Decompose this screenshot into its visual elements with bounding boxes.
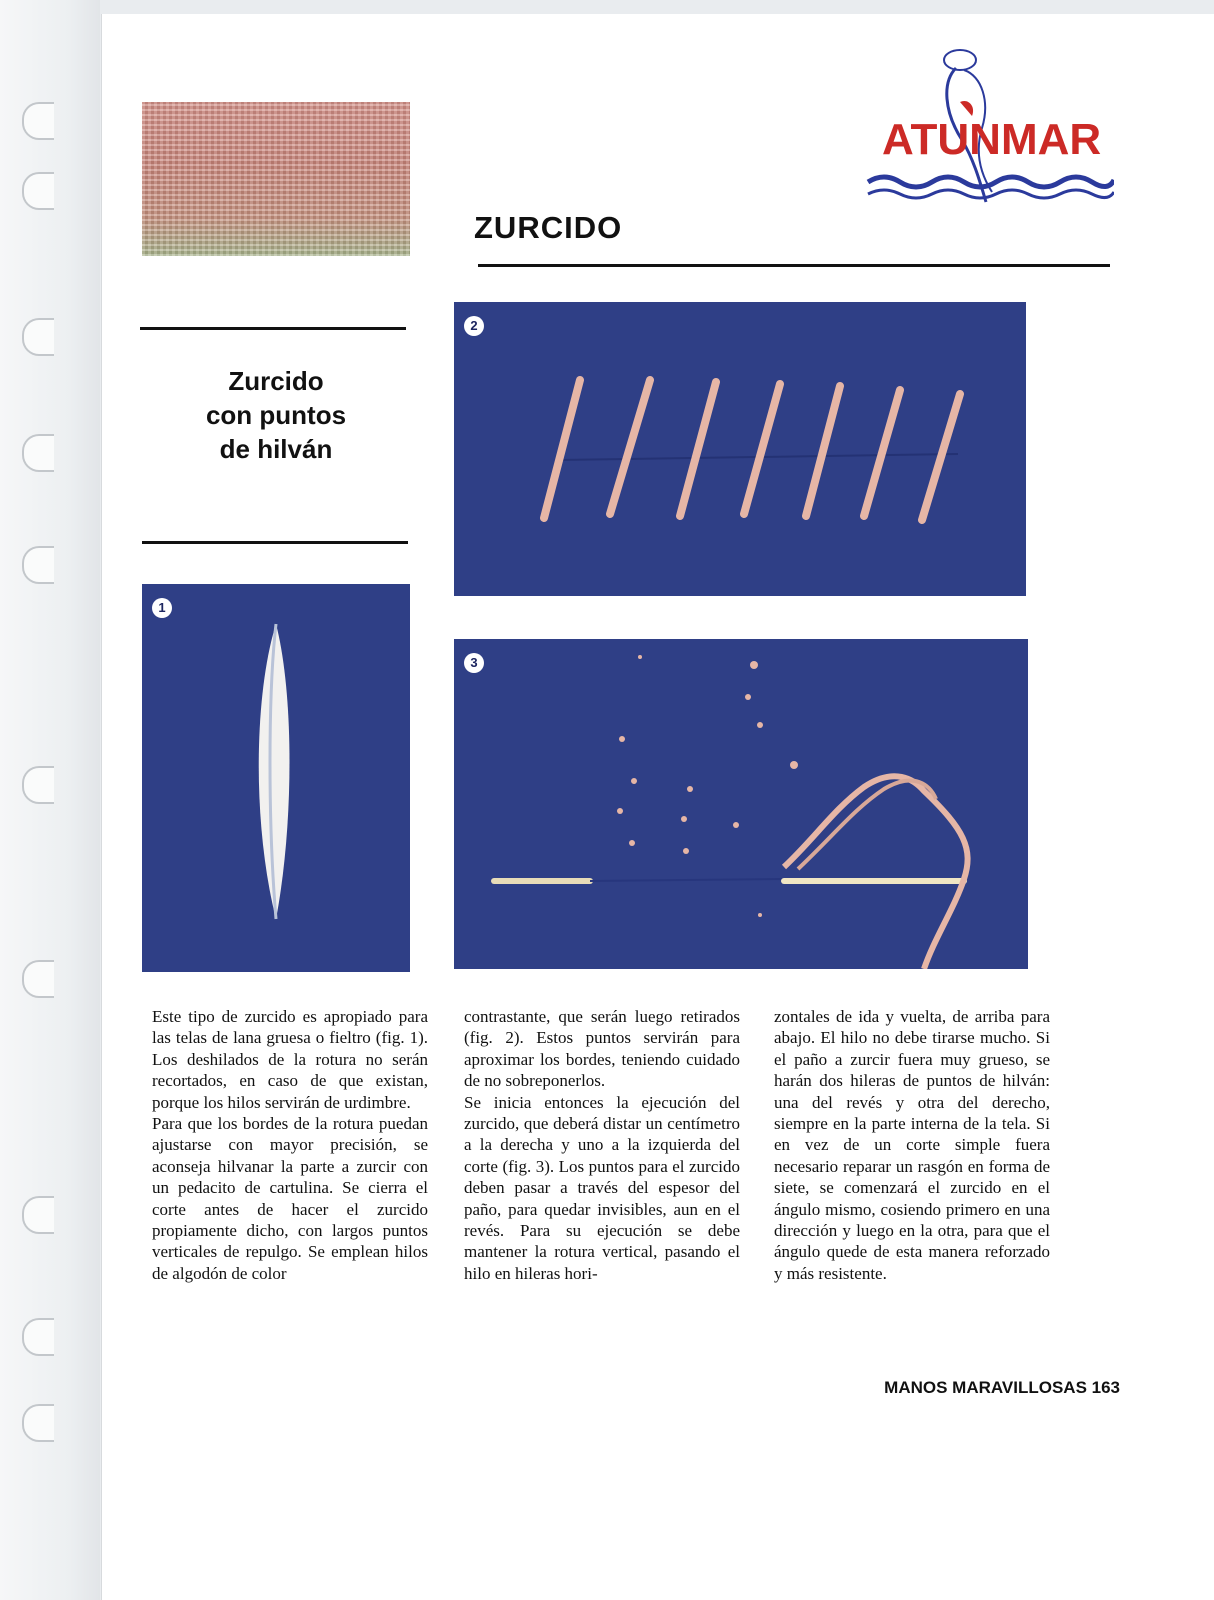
punch-hole <box>22 546 54 584</box>
svg-text:ATUNMAR: ATUNMAR <box>882 115 1102 164</box>
subtitle <box>142 364 410 466</box>
subtitle-top-rule <box>140 327 406 330</box>
body-paragraph: contrastante, que serán luego retirados (fig. 2). Estos puntos servirán para aproximar los bordes, teniendo cuidado de no sobreponerlos. <box>464 1007 740 1091</box>
punch-hole <box>22 960 54 998</box>
subtitle-line-2: con puntos <box>205 400 347 430</box>
body-column-1 <box>152 1006 428 1284</box>
punch-hole <box>22 1318 54 1356</box>
figure-2-photo <box>454 302 1026 596</box>
punch-hole <box>22 1196 54 1234</box>
punch-hole <box>22 1404 54 1442</box>
body-column-2 <box>464 1006 740 1284</box>
punch-hole <box>22 434 54 472</box>
punch-hole <box>22 102 54 140</box>
subtitle-line-1: Zurcido <box>228 366 324 396</box>
figure-1-number: 1 <box>152 598 172 618</box>
punch-hole <box>22 318 54 356</box>
title-rule <box>478 264 1110 267</box>
page-footer: MANOS MARAVILLOSAS 163 <box>884 1378 1120 1397</box>
punch-hole <box>22 172 54 210</box>
body-paragraph: Se inicia entonces la ejecución del zurcido, que deberá distar un centímetro a la derecha y uno a la izquierda del corte (fig. 3). Los puntos para el zurcido deben pasar a través del espesor del paño, para quedar invisibles, aun en el revés. Para su ejecución se debe mantener la rotura vertical, pasando el hilo en hileras hori- <box>464 1092 740 1283</box>
figure-3-photo <box>454 639 1028 969</box>
body-paragraph: zontales de ida y vuelta, de arriba para abajo. El hilo no debe tirarse mucho. Si el paño a zurcir fuera muy grueso, se harán dos hileras de puntos de hilván: una del revés y otra del derecho, siempre en la parte interna de la tela. Si en vez de un corte simple fuera necesario reparar un rasgón en forma de siete, se comenzará el zurcido en el ángulo mismo, cosiendo primero en una dirección y luego en la otra, para que el ángulo quede de esta manera reforzado y más resistente. <box>774 1007 1050 1283</box>
fabric-swatch-image <box>142 102 410 256</box>
atunmar-logo <box>864 42 1114 207</box>
body-column-3 <box>774 1006 1050 1284</box>
body-paragraph: Este tipo de zurcido es apropiado para las telas de lana gruesa o fieltro (fig. 1). Los deshilados de la rotura no serán recortados, en caso de que existan, porque los hilos servirán de urdimbre. <box>152 1007 428 1112</box>
section-title: ZURCIDO <box>474 210 623 245</box>
figure-3-number: 3 <box>464 653 484 673</box>
binder-sleeve-margin <box>0 0 100 1600</box>
body-paragraph: Para que los bordes de la rotura puedan ajustarse con mayor precisión, se aconseja hilvanar la parte a zurcir con un pedacito de cartulina. Se cierra el corte antes de hacer el zurcido propiamente dicho, con largos puntos verticales de repulgo. Se emplean hilos de algodón de color <box>152 1114 428 1283</box>
subtitle-line-3: de hilván <box>219 434 333 464</box>
figure-1-photo <box>142 584 410 972</box>
figure-2-number: 2 <box>464 316 484 336</box>
subtitle-bottom-rule <box>142 541 408 544</box>
magazine-page <box>102 14 1214 1600</box>
punch-hole <box>22 766 54 804</box>
